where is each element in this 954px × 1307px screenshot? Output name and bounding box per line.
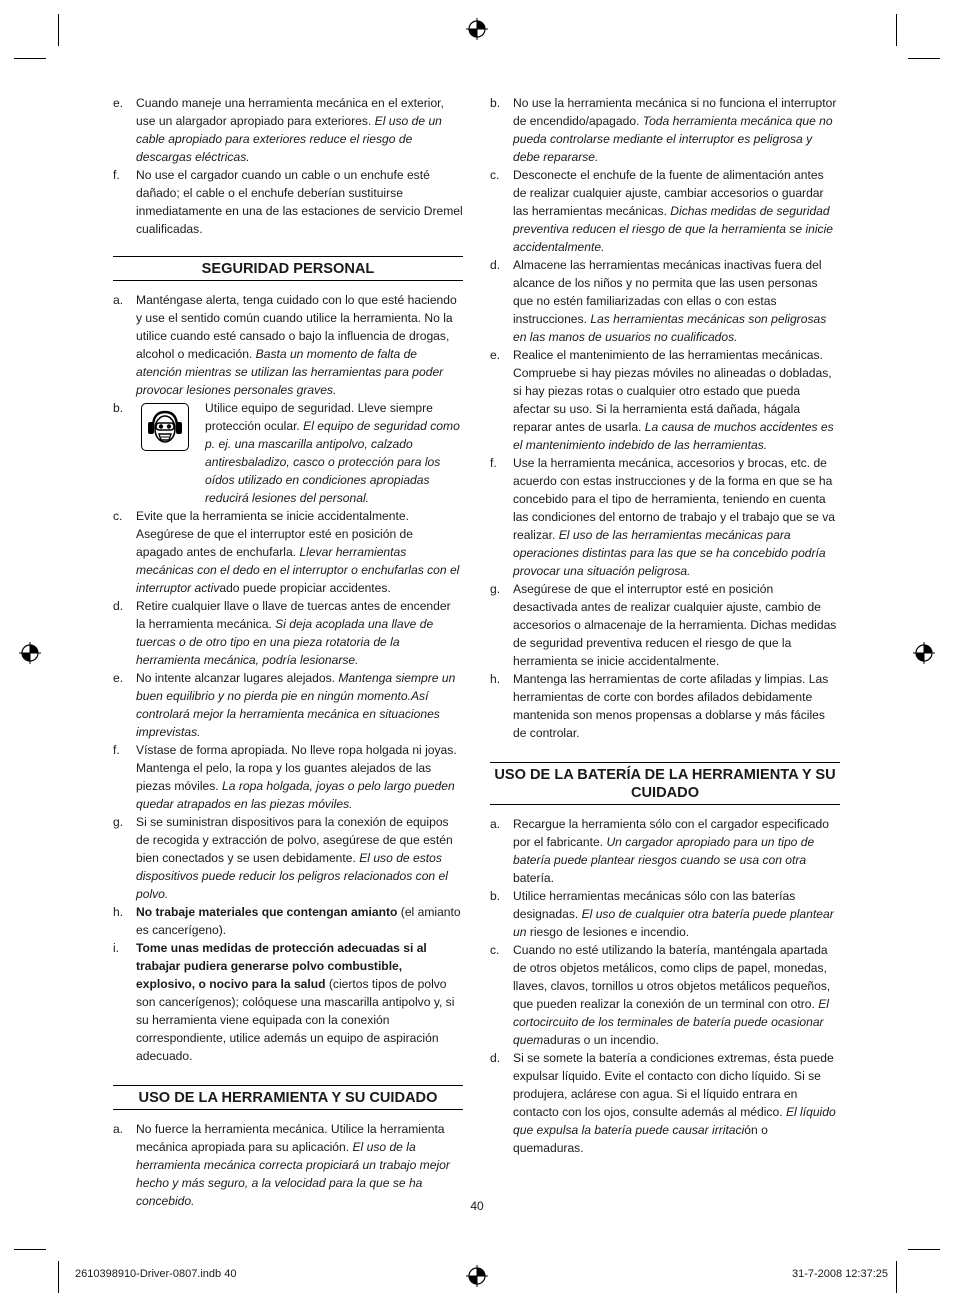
item-note: El cortocircuito de los terminales de batería puede ocasionar quem bbox=[513, 997, 829, 1047]
list-item bbox=[490, 887, 840, 941]
item-letter: f. bbox=[113, 743, 120, 757]
item-note: Si deja acoplada una llave de tuercas o de otro tipo en una pieza rotatoria de la herramienta mecánica, podría lesionarse. bbox=[136, 617, 434, 667]
list-item bbox=[113, 507, 463, 597]
list-item bbox=[490, 941, 840, 1049]
item-letter: e. bbox=[113, 96, 124, 110]
crop-mark bbox=[14, 58, 46, 59]
item-text: Recargue la herramienta sólo con el cargador especificado por el fabricante. bbox=[513, 817, 829, 849]
item-text: Cuando maneje una herramienta mecánica en el exterior, use un alargador apropiado para exteriores. bbox=[136, 96, 444, 128]
registration-mark-icon bbox=[466, 1265, 488, 1287]
section-heading-bateria: USO DE LA BATERÍA DE LA HERRAMIENTA Y SU CUIDADO bbox=[490, 762, 840, 805]
item-letter: f. bbox=[490, 456, 497, 470]
list-item bbox=[113, 939, 463, 1065]
item-note: Toda herramienta mecánica que no pueda controlarse mediante el interruptor es peligrosa y debe repararse. bbox=[513, 114, 833, 164]
item-letter: b. bbox=[490, 889, 501, 903]
crop-mark bbox=[58, 1261, 59, 1293]
registration-mark-icon bbox=[466, 18, 488, 40]
item-letter: c. bbox=[490, 168, 500, 182]
list-item bbox=[490, 346, 840, 454]
section-heading-uso: USO DE LA HERRAMIENTA Y SU CUIDADO bbox=[113, 1085, 463, 1110]
item-note: Un cargador apropiado para un tipo de batería puede plantear riesgos cuando se usa con otra bbox=[513, 835, 815, 867]
item-letter: a. bbox=[490, 817, 501, 831]
item-text: Si se somete la batería a condiciones extremas, ésta puede expulsar líquido. Evite el contacto con dicho líquido. Si se produjera, aclárese con agua. Si el líquido entrara en contacto con los ojos, consulte además al médico. bbox=[513, 1051, 834, 1119]
list-item bbox=[113, 1120, 463, 1210]
item-text: Manténgase alerta, tenga cuidado con lo que esté haciendo y use el sentido común cuando utilice la herramienta. No la utilice cuando esté cansado o bajo la influencia de drogas, alcohol o medicación. bbox=[136, 293, 457, 361]
item-text: aduras o un incendio. bbox=[543, 1033, 659, 1047]
item-note: El uso de la herramienta mecánica correcta propiciará un trabajo mejor hecho y más seguro, a la velocidad para la que se ha concebido. bbox=[136, 1140, 450, 1208]
item-note: Basta un momento de falta de atención mientras se utilizan las herramientas para poder provocar lesiones personales graves. bbox=[136, 347, 444, 397]
section-heading-personal: SEGURIDAD PERSONAL bbox=[113, 256, 463, 281]
item-note: La causa de muchos accidentes es el mantenimiento indebido de las herramientas. bbox=[513, 420, 834, 452]
crop-mark bbox=[58, 14, 59, 46]
item-note: La ropa holgada, joyas o pelo largo pueden quedar atrapados en las piezas móviles. bbox=[136, 779, 455, 811]
list-item bbox=[490, 580, 840, 670]
left-column bbox=[113, 94, 463, 1210]
list-item bbox=[490, 1049, 840, 1157]
item-letter: c. bbox=[113, 509, 123, 523]
item-text: Utilice equipo de seguridad. Lleve siempre protección ocular. bbox=[205, 401, 433, 433]
item-text: Si se suministran dispositivos para la conexión de equipos de recogida y extracción de polvo, asegúrese de que estén bien conectados y se usen debidamente. bbox=[136, 815, 453, 865]
page-number: 40 bbox=[470, 1199, 484, 1213]
item-letter: h. bbox=[113, 905, 124, 919]
item-letter: d. bbox=[113, 599, 124, 613]
item-letter: e. bbox=[113, 671, 124, 685]
list-item bbox=[490, 670, 840, 742]
item-letter: h. bbox=[490, 672, 501, 686]
item-text: Desconecte el enchufe de la fuente de alimentación antes de realizar cualquier ajuste, cambiar accesorios o guardar las herramientas mecánicas. bbox=[513, 168, 824, 218]
item-letter: a. bbox=[113, 293, 124, 307]
list-item bbox=[490, 94, 840, 166]
crop-mark bbox=[896, 14, 897, 46]
list-item bbox=[490, 256, 840, 346]
list-item bbox=[113, 291, 463, 399]
item-warning: Tome unas medidas de protección adecuadas si al trabajar pudiera generarse polvo combustible, explosivo, o nocivo para la salud bbox=[136, 941, 427, 991]
crop-mark bbox=[14, 1249, 46, 1250]
list-item bbox=[113, 94, 463, 166]
item-note: El líquido que expulsa la batería puede causar irritaci bbox=[513, 1105, 836, 1137]
item-text: Almacene las herramientas mecánicas inactivas fuera del alcance de los niños y no permita que las usen personas que no estén familiarizadas con ellas o con estas instrucciones. bbox=[513, 258, 822, 326]
item-letter: b. bbox=[113, 401, 124, 415]
list-item bbox=[113, 741, 463, 813]
crop-mark bbox=[908, 58, 940, 59]
footer-timestamp: 31-7-2008 12:37:25 bbox=[791, 1268, 888, 1280]
registration-mark-icon bbox=[913, 642, 935, 664]
right-column bbox=[490, 94, 840, 1157]
crop-mark bbox=[908, 1249, 940, 1250]
list-item bbox=[490, 166, 840, 256]
item-text: ado puede propiciar accidentes. bbox=[219, 581, 391, 595]
item-text: (el amianto es cancerígeno). bbox=[136, 905, 461, 937]
item-text: Evite que la herramienta se inicie accidentalmente. Asegúrese de que el interruptor esté en posición de apagado antes de enchufarla. bbox=[136, 509, 413, 559]
item-note: Dichas medidas de seguridad preventiva reducen el riesgo de que la herramienta se inicie accidentalmente. bbox=[513, 204, 834, 254]
list-item bbox=[113, 597, 463, 669]
item-text: ón o quemaduras. bbox=[513, 1123, 768, 1155]
list-item bbox=[113, 813, 463, 903]
item-letter: a. bbox=[113, 1122, 124, 1136]
list-item bbox=[113, 399, 463, 507]
item-letter: d. bbox=[490, 1051, 501, 1065]
item-note: Las herramientas mecánicas son peligrosas en las manos de usuarios no cualificados. bbox=[513, 312, 827, 344]
registration-mark-icon bbox=[19, 642, 41, 664]
list-item bbox=[113, 669, 463, 741]
item-text: Vístase de forma apropiada. No lleve ropa holgada ni joyas. Mantenga el pelo, la ropa y los guantes alejados de las piezas móviles. bbox=[136, 743, 457, 793]
item-text: No use la herramienta mecánica si no funciona el interruptor de encendido/apagado. bbox=[513, 96, 837, 128]
item-note: El uso de cualquier otra batería puede plantear un bbox=[513, 907, 834, 939]
item-letter: c. bbox=[490, 943, 500, 957]
list-item bbox=[490, 454, 840, 580]
item-letter: f. bbox=[113, 168, 120, 182]
list-item bbox=[113, 166, 463, 238]
item-text: Retire cualquier llave o llave de tuercas antes de encender la herramienta mecánica. bbox=[136, 599, 451, 631]
item-note: El uso de un cable apropiado para exteriores reduce el riesgo de descargas eléctricas. bbox=[136, 114, 442, 164]
item-letter: d. bbox=[490, 258, 501, 272]
item-text: Asegúrese de que el interruptor esté en posición desactivada antes de realizar cualquier ajuste, cambio de accesorios o almacenaje de la herramienta. Dichas medidas de seguridad preventiva reducen el riesgo de que la herramienta se inicie accidentalmente. bbox=[513, 582, 837, 668]
item-text: riesgo de lesiones e incendio. bbox=[529, 925, 690, 939]
item-text: Realice el mantenimiento de las herramientas mecánicas. Compruebe si hay piezas móviles no alineadas o dobladas, si hay piezas rotas o cualquier otro estado que pueda afectar su uso. Si la herramienta está dañada, hágala reparar antes de usarla. bbox=[513, 348, 832, 434]
item-letter: i. bbox=[113, 941, 120, 955]
item-text: Cuando no esté utilizando la batería, manténgala apartada de otros objetos metálicos, como clips de papel, monedas, llaves, clavos, tornillos u otros objetos metálicos pequeños, que pueden realizar la conexión de un terminal con otro. bbox=[513, 943, 831, 1011]
safety-goggles-ear-protection-icon bbox=[141, 403, 189, 451]
item-text: No fuerce la herramienta mecánica. Utilice la herramienta mecánica apropiada para su aplicación. bbox=[136, 1122, 445, 1154]
item-text: No intente alcanzar lugares alejados. bbox=[136, 671, 339, 685]
item-text: No use el cargador cuando un cable o un enchufe esté dañado; el cable o el enchufe deberían sustituirse inmediatamente en una de las estaciones de servicio Dremel cualificadas. bbox=[136, 168, 463, 236]
item-text: Mantenga las herramientas de corte afiladas y limpias. Las herramientas de corte con bordes afilados debidamente mantenida son menos propensas a doblarse y más fáciles de controlar. bbox=[513, 672, 829, 740]
item-letter: e. bbox=[490, 348, 501, 362]
footer-file-info: 2610398910-Driver-0807.indb 40 bbox=[75, 1268, 237, 1280]
item-letter: b. bbox=[490, 96, 501, 110]
item-letter: g. bbox=[490, 582, 501, 596]
item-text: Utilice herramientas mecánicas sólo con las baterías designadas. bbox=[513, 889, 796, 921]
list-item bbox=[490, 815, 840, 887]
crop-mark bbox=[896, 1261, 897, 1293]
item-note: El uso de las herramientas mecánicas para operaciones distintas para las que se ha concebido podría provocar una situación peligrosa. bbox=[513, 528, 826, 578]
item-letter: g. bbox=[113, 815, 124, 829]
item-note: Mantenga siempre un buen equilibrio y no pierda pie en ningún momento.Así controlará mejor la herramienta mecánica en situaciones imprevistas. bbox=[136, 671, 456, 739]
item-text: Use la herramienta mecánica, accesorios y brocas, etc. de acuerdo con estas instrucciones y de la forma en que se ha concebido para el tipo de herramienta, teniendo en cuenta las condiciones del entorno de trabajo y el trabajo que se va realizar. bbox=[513, 456, 836, 542]
item-text: batería. bbox=[513, 871, 555, 885]
list-item bbox=[113, 903, 463, 939]
item-note: Llevar herramientas mecánicas con el dedo en el interruptor o enchufarlas con el interruptor activ bbox=[136, 545, 460, 595]
item-note: El uso de estos dispositivos puede reducir los peligros relacionados con el polvo. bbox=[136, 851, 448, 901]
item-warning: No trabaje materiales que contengan amianto bbox=[136, 905, 398, 919]
item-text: (ciertos tipos de polvo son cancerígenos); colóquese una mascarilla antipolvo y, si su herramienta viene equipada con la conexión correspondiente, utilice además un equipo de aspiración adecuado. bbox=[136, 977, 455, 1063]
item-note: El equipo de seguridad como p. ej. una mascarilla antipolvo, calzado antiresbaladizo, casco o protección para los oídos utilizado en condiciones apropiadas reducirá lesiones del personal. bbox=[205, 419, 460, 505]
